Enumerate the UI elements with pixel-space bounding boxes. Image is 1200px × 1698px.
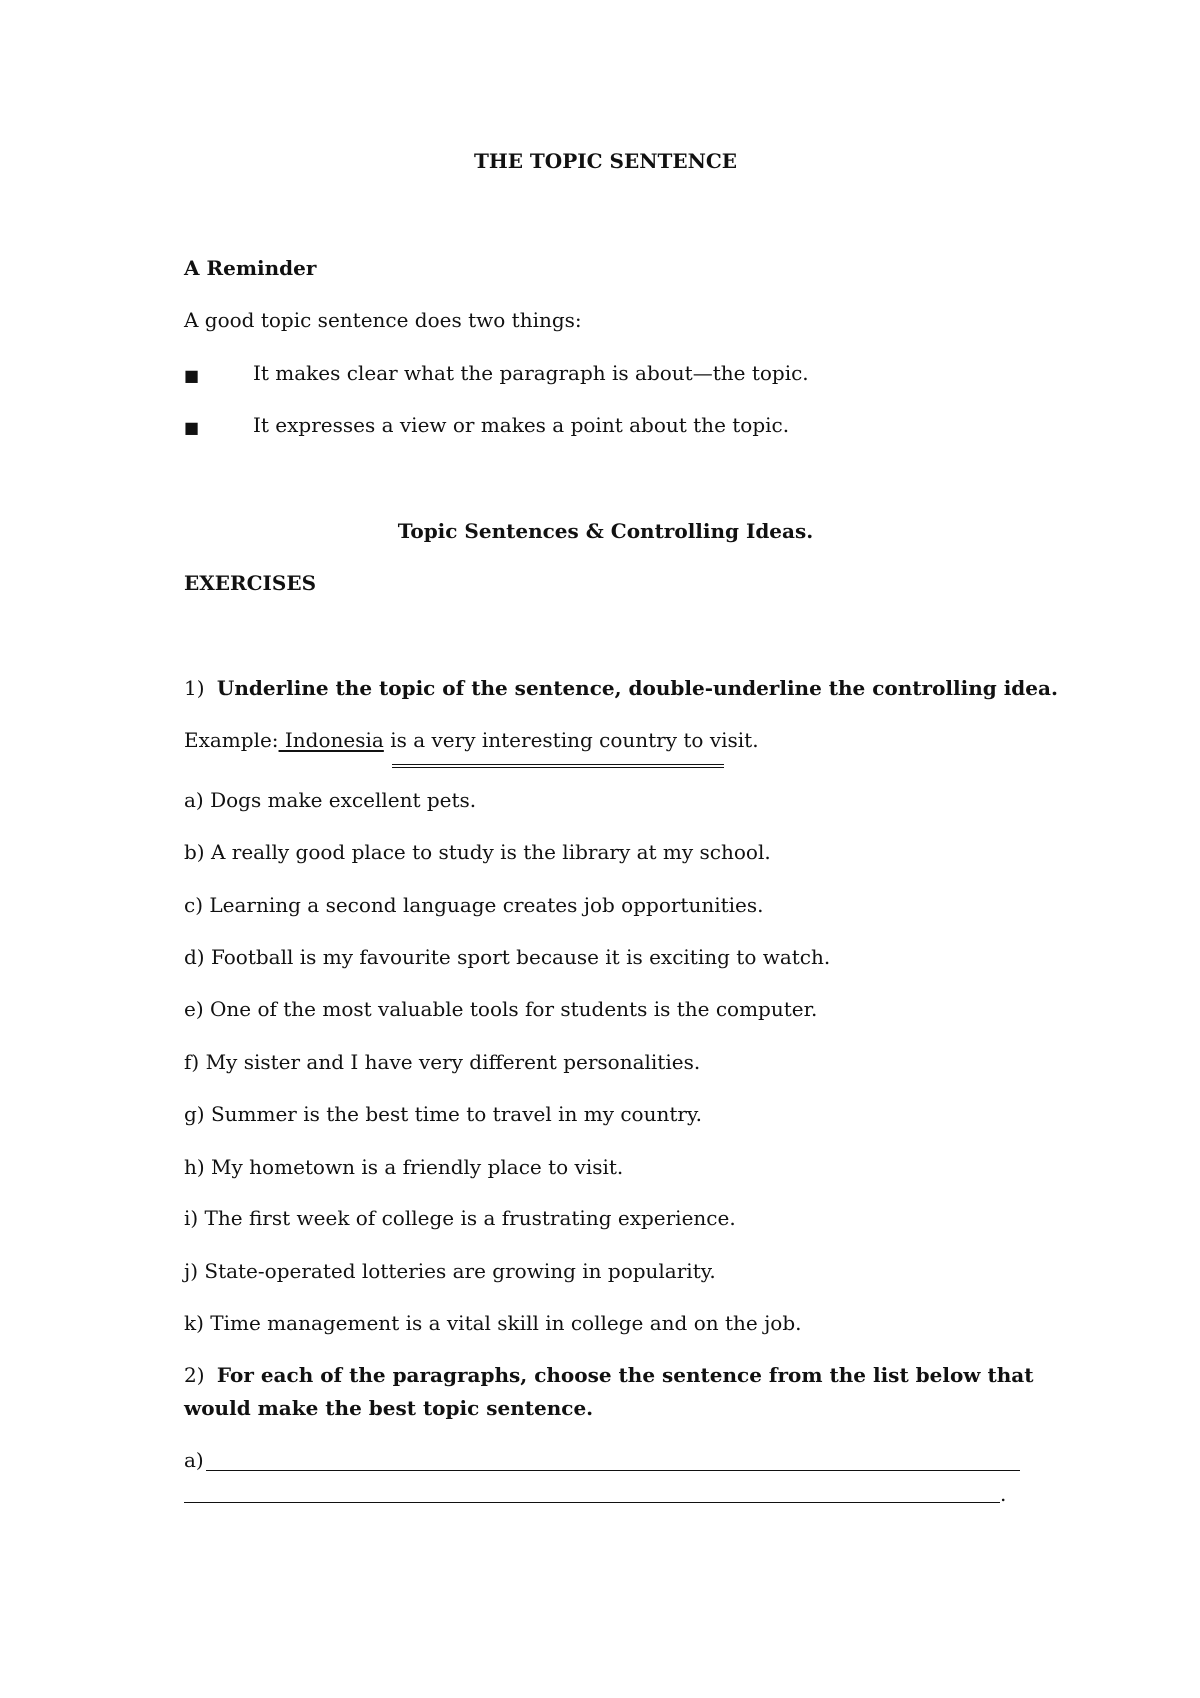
list-item: h) My hometown is a friendly place to visit.: [184, 1155, 624, 1179]
example-controlling-idea: is a very interesting country to visit.: [383, 728, 759, 752]
answer-line: [206, 1470, 1020, 1471]
section-heading: Topic Sentences & Controlling Ideas.: [397, 519, 814, 543]
answer-label: a): [184, 1448, 204, 1472]
bullet-item: It makes clear what the paragraph is about—the topic.: [253, 361, 809, 385]
bullet-marker: ■: [184, 418, 200, 437]
reminder-intro: A good topic sentence does two things:: [184, 308, 582, 332]
question-2: [184, 1365, 1033, 1385]
example-sentence: [184, 730, 759, 750]
question-instruction-line2: would make the best topic sentence.: [184, 1396, 594, 1420]
list-item: i) The first week of college is a frustrating experience.: [184, 1206, 736, 1230]
list-item: a) Dogs make excellent pets.: [184, 788, 477, 812]
list-item: k) Time management is a vital skill in college and on the job.: [184, 1311, 802, 1335]
answer-line: [184, 1502, 1000, 1503]
reminder-heading: A Reminder: [184, 256, 317, 280]
list-item: c) Learning a second language creates job opportunities.: [184, 893, 764, 917]
question-1: [184, 678, 1058, 698]
question-number: 1): [184, 676, 205, 700]
list-item: e) One of the most valuable tools for students is the computer.: [184, 997, 818, 1021]
answer-end-mark: .: [1000, 1482, 1007, 1506]
list-item: g) Summer is the best time to travel in my country.: [184, 1102, 702, 1126]
list-item: f) My sister and I have very different personalities.: [184, 1050, 701, 1074]
example-topic: Indonesia: [278, 728, 384, 752]
list-item: j) State-operated lotteries are growing in popularity.: [184, 1259, 716, 1283]
exercises-heading: EXERCISES: [184, 571, 317, 595]
question-instruction: Underline the topic of the sentence, double-underline the controlling idea.: [216, 676, 1058, 700]
question-instruction-line1: For each of the paragraphs, choose the sentence from the list below that: [216, 1363, 1034, 1387]
double-underline: [392, 764, 724, 768]
list-item: b) A really good place to study is the library at my school.: [184, 840, 771, 864]
question-number: 2): [184, 1363, 205, 1387]
list-item: d) Football is my favourite sport because it is exciting to watch.: [184, 945, 831, 969]
page-title: THE TOPIC SENTENCE: [473, 149, 738, 173]
example-label: Example:: [184, 728, 279, 752]
bullet-item: It expresses a view or makes a point about the topic.: [253, 413, 790, 437]
bullet-marker: ■: [184, 366, 200, 385]
